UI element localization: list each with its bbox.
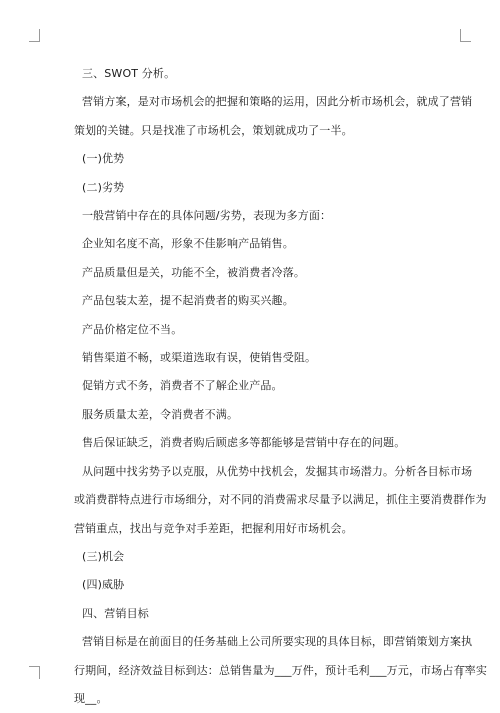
paragraph-line: 营销方案，是对市场机会的把握和策略的运用，因此分析市场机会，就成了营销	[82, 95, 473, 109]
section-heading-marketing-goals: 四、营销目标	[82, 606, 149, 620]
crop-mark-top-left	[29, 29, 40, 42]
paragraph-line: 营销目标是在前面目的任务基础上公司所要实现的具体目标，即营销策划方案执	[82, 635, 473, 649]
section-heading-swot: 三、SWOT 分析。	[82, 67, 176, 80]
crop-mark-top-right	[460, 29, 471, 42]
paragraph-line: 或消费群特点进行市场细分，对不同的消费需求尽量予以满足，抓住主要消费群作为	[74, 493, 487, 507]
document-body	[74, 60, 487, 713]
subheading-opportunities: (三)机会	[82, 549, 125, 563]
list-item: 促销方式不务，消费者不了解企业产品。	[82, 379, 283, 393]
subheading-strengths: (一)优势	[82, 152, 125, 166]
list-item: 售后保证缺乏，消费者购后顾虑多等都能够是营销中存在的问题。	[82, 436, 406, 450]
paragraph-line: 现__。	[74, 691, 108, 705]
paragraph-line: 从问题中找劣势予以克服，从优势中找机会，发掘其市场潜力。分析各目标市场	[82, 464, 473, 478]
list-item: 服务质量太差，令消费者不满。	[82, 407, 239, 421]
paragraph-line: 营销重点，找出与竞争对手差距，把握利用好市场机会。	[74, 521, 353, 535]
list-item: 产品价格定位不当。	[82, 322, 183, 336]
list-item: 产品质量但是关，功能不全，被消费者冷落。	[82, 265, 305, 279]
paragraph-line: 行期间，经济效益目标到达：总销售量为___万件，预计毛利___万元，市场占有率实	[74, 663, 487, 677]
paragraph-line: 一般营销中存在的具体问题/劣势，表现为多方面：	[82, 209, 332, 223]
crop-mark-bottom-left	[29, 666, 40, 679]
subheading-threats: (四)威胁	[82, 578, 125, 592]
paragraph-line: 策划的关键。只是找准了市场机会，策划就成功了一半。	[74, 123, 353, 137]
list-item: 企业知名度不高，形象不佳影响产品销售。	[82, 237, 294, 251]
list-item: 销售渠道不畅，或渠道选取有误，使销售受阻。	[82, 351, 317, 365]
subheading-weaknesses: (二)劣势	[82, 180, 125, 194]
list-item: 产品包装太差，提不起消费者的购买兴趣。	[82, 294, 294, 308]
